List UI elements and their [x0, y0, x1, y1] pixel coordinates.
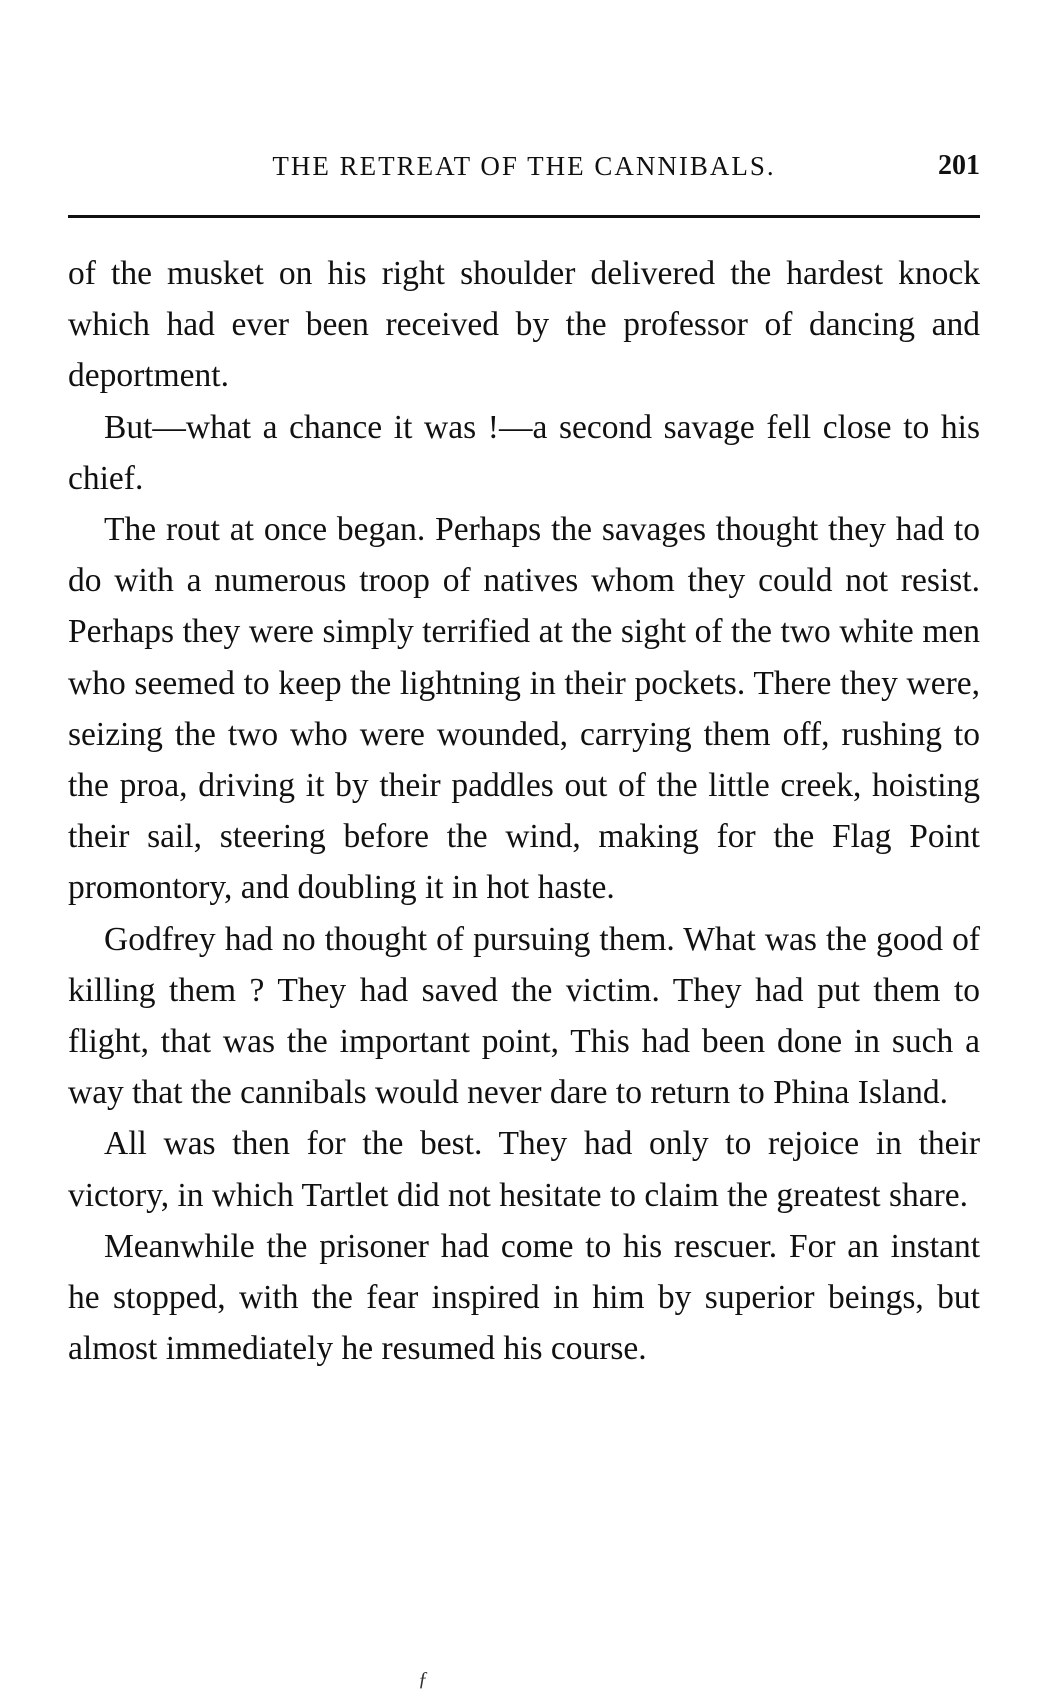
paragraph: The rout at once began. Perhaps the savages thought they had to do with a numerous troop of natives whom they could not resist. Perhaps they were simply terrified at the sight of the two white men who seemed to keep the lightning in their pockets. There they were, seizing the two who were wounded, carrying them off, rushing to the proa, driving it by their paddles out of the little creek, hoisting their sail, steering before the wind, making for the Flag Point promontory, and doubling it in hot haste. [68, 511, 980, 907]
chapter-title: THE RETREAT OF THE CANNIBALS. [272, 151, 776, 181]
paragraph: All was then for the best. They had only to rejoice in their victory, in which Tartlet did not hesitate to claim the greatest share. [68, 1125, 980, 1214]
header-rule [68, 215, 980, 218]
paragraph: Godfrey had no thought of pursuing them. What was the good of killing them ? They had saved the victim. They had put them to flight, that was the important point, This had been done in such a way that the cannibals would never dare to return to Phina Island. [68, 920, 980, 1112]
body-text [68, 248, 980, 1374]
footer-mark: ƒ [418, 1668, 428, 1690]
paragraph: But—what a chance it was !—a second savage fell close to his chief. [68, 408, 980, 497]
page-number: 201 [938, 150, 980, 181]
paragraph: Meanwhile the prisoner had come to his rescuer. For an instant he stopped, with the fear inspired in him by superior beings, but almost immediately he resumed his course. [68, 1227, 980, 1368]
paragraph: of the musket on his right shoulder delivered the hardest knock which had ever been received by the professor of dancing and deportment. [68, 255, 980, 395]
running-head [68, 146, 980, 186]
